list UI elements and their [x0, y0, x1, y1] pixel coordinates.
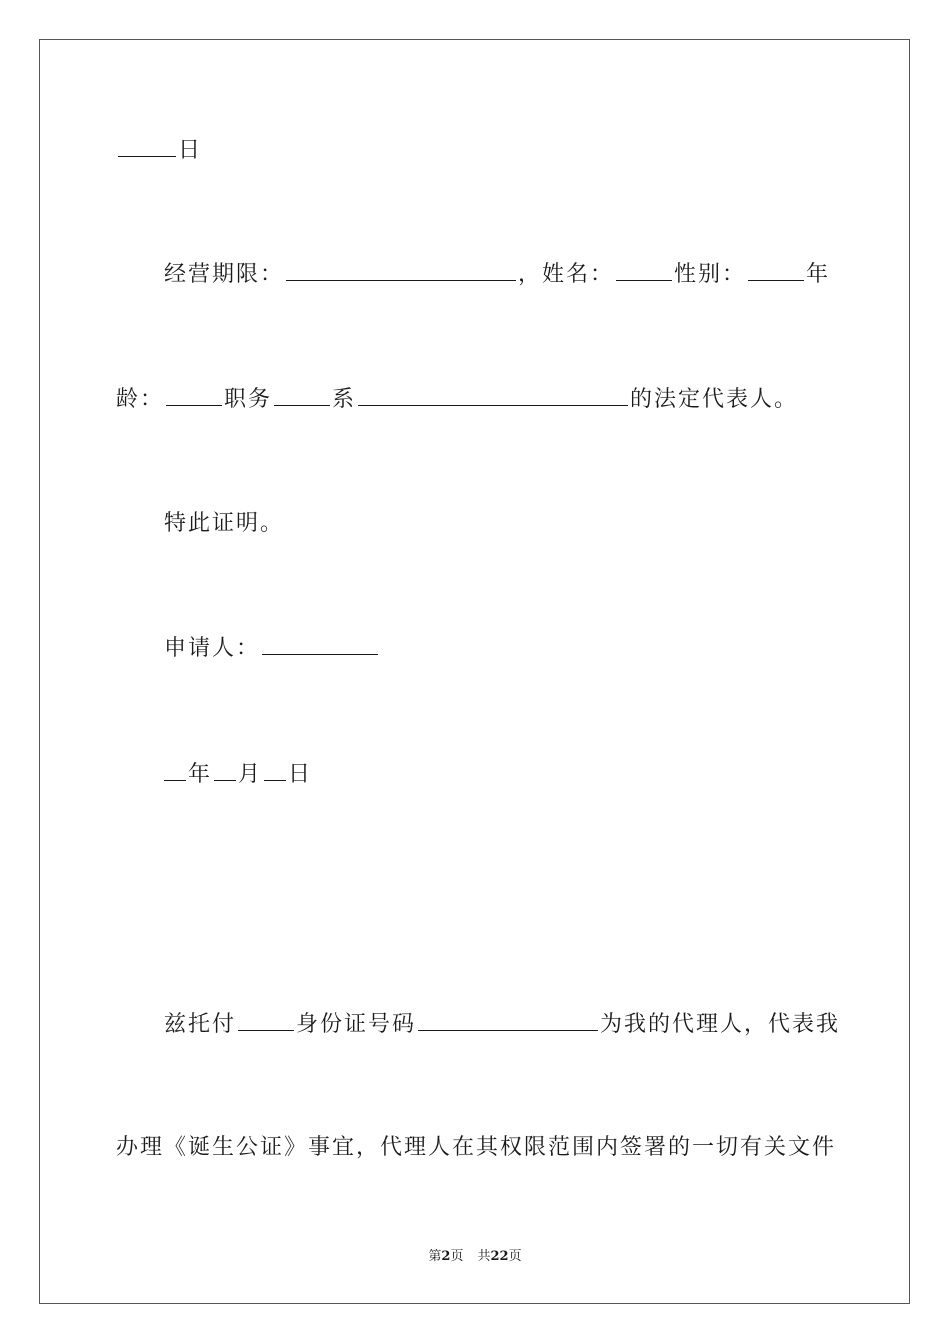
- handle-line: [116, 1134, 836, 1162]
- total-pages: 22: [490, 1249, 509, 1264]
- entrust-label: 兹托付: [164, 1012, 237, 1037]
- page-prefix: 第: [428, 1249, 442, 1264]
- name-label: ，姓名：: [518, 262, 615, 287]
- company-field[interactable]: [358, 385, 628, 406]
- day-field[interactable]: [264, 760, 286, 781]
- agent-text: 为我的代理人，代表我: [600, 1012, 841, 1037]
- id-number-field[interactable]: [418, 1010, 598, 1031]
- age-year-label: 年: [806, 262, 831, 287]
- total-prefix: 共: [477, 1249, 491, 1264]
- page-footer: [0, 1248, 950, 1266]
- total-suffix: 页: [508, 1249, 522, 1264]
- company-label: 系: [332, 387, 357, 412]
- day-label-2: 日: [288, 762, 313, 787]
- blank-field[interactable]: [118, 136, 176, 157]
- name-field[interactable]: [616, 260, 672, 281]
- business-term-field[interactable]: [286, 260, 516, 281]
- page-suffix: 页: [450, 1249, 464, 1264]
- certify-text: 特此证明。: [164, 511, 285, 536]
- gender-label: 性别：: [674, 262, 747, 287]
- id-number-label: 身份证号码: [296, 1012, 417, 1037]
- age-position-line: [116, 385, 798, 414]
- entrust-line: [164, 1010, 840, 1039]
- applicant-field[interactable]: [262, 634, 378, 655]
- applicant-line: [164, 634, 380, 663]
- business-term-label: 经营期限：: [164, 262, 285, 287]
- year-label: 年: [188, 762, 213, 787]
- certify-line: [164, 510, 284, 538]
- page-current: 2: [441, 1249, 451, 1264]
- applicant-label: 申请人：: [164, 636, 261, 661]
- age-field[interactable]: [166, 385, 222, 406]
- page-frame: [39, 39, 910, 1304]
- month-field[interactable]: [214, 760, 236, 781]
- handle-text: 办理《诞生公证》事宜，代理人在其权限范围内签署的一切有关文件: [116, 1135, 837, 1160]
- legal-rep-text: 的法定代表人。: [630, 387, 799, 412]
- entrustee-field[interactable]: [238, 1010, 294, 1031]
- age-label: 龄：: [116, 387, 165, 412]
- position-field[interactable]: [274, 385, 330, 406]
- month-label: 月: [238, 762, 263, 787]
- business-term-line: [164, 260, 830, 289]
- day-label: 日: [178, 138, 203, 163]
- gender-field[interactable]: [748, 260, 804, 281]
- date-line: [164, 760, 312, 789]
- date-day-line: [116, 136, 202, 165]
- position-label: 职务: [224, 387, 273, 412]
- year-field[interactable]: [164, 760, 186, 781]
